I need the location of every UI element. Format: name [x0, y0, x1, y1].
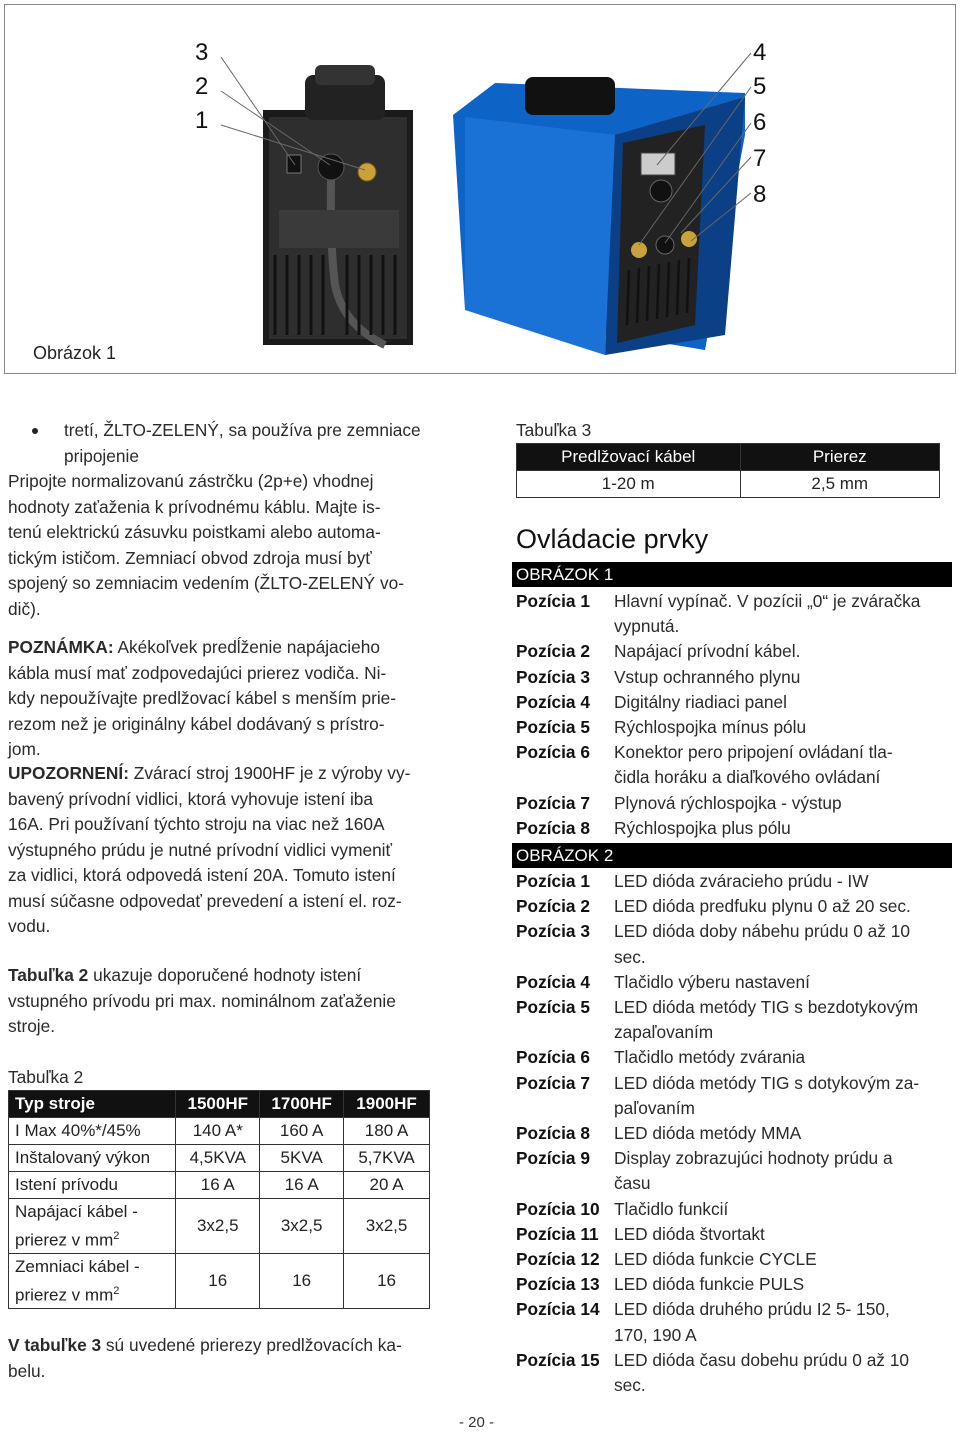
para-line: Pripojte normalizovanú zástrčku (2p+e) vhodnej	[8, 471, 374, 491]
description-line: LED dióda doby nábehu prúdu 0 až 10	[614, 921, 910, 942]
cell: 16 A	[260, 1172, 344, 1199]
cell: 5,7KVA	[344, 1145, 430, 1172]
note-label: POZNÁMKA:	[8, 637, 114, 657]
position-description	[614, 1348, 950, 1398]
warning-paragraph	[8, 761, 440, 940]
note-paragraph	[8, 635, 440, 763]
position-label: Pozícia 2	[516, 641, 590, 662]
callout-8: 8	[753, 181, 767, 208]
warning-line: musí súčasne odpovedať prevedení a istení el. roz-	[8, 890, 402, 911]
cell: 20 A	[344, 1172, 430, 1199]
header-cell: 1700HF	[260, 1091, 344, 1118]
cell-line: Napájací kábel -	[15, 1202, 138, 1222]
welder-illustration	[5, 5, 955, 373]
cell: 3x2,5	[260, 1199, 344, 1254]
position-description	[614, 589, 950, 639]
description-line: čidla horáku a diaľkového ovládaní	[614, 767, 881, 788]
table2-ref-line: vstupného prívodu pri max. nominálnom zaťaženie	[8, 990, 396, 1011]
callout-3: 3	[195, 39, 209, 66]
bullet-item	[8, 418, 440, 470]
position-label: Pozícia 3	[516, 666, 590, 687]
cell: 160 A	[260, 1118, 344, 1145]
paragraph-grounding	[8, 469, 440, 622]
cell	[9, 1199, 176, 1254]
header-cell: 1500HF	[176, 1091, 260, 1118]
callout-5: 5	[753, 73, 767, 100]
table-row	[9, 1118, 430, 1145]
position-description	[614, 1121, 950, 1146]
position-label: Pozícia 4	[516, 691, 590, 712]
description-line: LED dióda času dobehu prúdu 0 až 10	[614, 1349, 909, 1370]
cell: 16	[344, 1254, 430, 1309]
description-line: Plynová rýchlospojka - výstup	[614, 792, 842, 813]
position-label: Pozícia 2	[516, 896, 590, 917]
position-description	[614, 1071, 950, 1121]
description-line: LED dióda metódy TIG s bezdotykovým	[614, 997, 919, 1017]
page-number: - 20 -	[459, 1414, 495, 1431]
bullet-dot	[32, 428, 38, 434]
table-header-row	[9, 1091, 430, 1118]
table2-ref-bold: Tabuľka 2	[8, 965, 89, 985]
table3-ref-bold: V tabuľke 3	[8, 1335, 102, 1355]
description-line: Vstup ochranného plynu	[614, 666, 801, 687]
warning-line: výstupného prúdu je nutné prívodní vidlici vymeniť	[8, 839, 393, 860]
position-label: Pozícia 15	[516, 1349, 600, 1370]
description-line: paľovaním	[614, 1097, 695, 1118]
description-line: času	[614, 1173, 651, 1194]
cell: 5KVA	[260, 1145, 344, 1172]
callout-6: 6	[753, 109, 767, 136]
table3-ref-line: sú uvedené prierezy predlžovacích ka-	[101, 1335, 402, 1355]
table2-title: Tabuľka 2	[8, 1067, 84, 1087]
description-line: sec.	[614, 946, 646, 967]
description-line: Hlavní vypínač. V pozícii „0“ je zváračka	[614, 591, 921, 611]
position-label: Pozícia 5	[516, 997, 590, 1017]
description-line: LED dióda zváracieho prúdu - IW	[614, 871, 869, 891]
para-line: spojený so zemniacim vedením (ŽLTO-ZELENÝ vo-	[8, 573, 404, 593]
position-description	[614, 715, 950, 740]
note-line: kábla musí mať zodpovedajúci prierez vodiča. Ni-	[8, 662, 387, 683]
callout-7: 7	[753, 145, 767, 172]
table-header-row	[517, 444, 940, 471]
table-row	[9, 1199, 430, 1254]
description-line: 170, 190 A	[614, 1324, 697, 1345]
warning-line: za vidlici, ktorá odpovedá istení 20A. Tomuto istení	[8, 865, 396, 885]
description-line: Display zobrazujúci hodnoty prúdu a	[614, 1148, 893, 1169]
cell: 180 A	[344, 1118, 430, 1145]
cell	[9, 1254, 176, 1309]
position-label: Pozícia 14	[516, 1299, 600, 1320]
description-line: sec.	[614, 1375, 646, 1395]
position-description	[614, 740, 950, 790]
description-line: Tlačidlo funkcií	[614, 1198, 729, 1219]
description-line: Konektor pero pripojení ovládaní tla-	[614, 742, 893, 763]
position-description	[614, 1247, 950, 1272]
position-description	[614, 791, 950, 816]
cell: 3x2,5	[176, 1199, 260, 1254]
section-heading: Ovládacie prvky	[516, 524, 709, 554]
header-cell: Typ stroje	[9, 1091, 176, 1118]
para-line: dič).	[8, 598, 41, 619]
para-line: tenú elektrickú zásuvku poistkami alebo automa-	[8, 522, 381, 542]
cell: 2,5 mm	[740, 471, 939, 498]
figure1-bar: OBRÁZOK 1	[512, 562, 952, 587]
para-line: tickým ističom. Zemniací obvod zdroja musí byť	[8, 547, 372, 568]
position-description	[614, 1222, 950, 1247]
rear-welder-unit	[263, 65, 413, 345]
position-label: Pozícia 11	[516, 1223, 599, 1244]
description-line: LED dióda druhého prúdu I2 5- 150,	[614, 1299, 890, 1320]
position-description	[614, 639, 950, 664]
description-line: Tlačidlo výberu nastavení	[614, 971, 810, 992]
position-description	[614, 1297, 950, 1347]
position-description	[614, 869, 950, 894]
description-line: LED dióda funkcie PULS	[614, 1274, 805, 1295]
position-description	[614, 919, 950, 969]
position-description	[614, 1272, 950, 1297]
warning-line: bavený prívodní vidlici, ktorá vyhovuje istení iba	[8, 788, 374, 809]
cell: 16	[176, 1254, 260, 1309]
position-label: Pozícia 13	[516, 1274, 600, 1295]
cell: Istení prívodu	[9, 1172, 176, 1199]
cell: 140 A*	[176, 1118, 260, 1145]
table-2	[8, 1090, 430, 1309]
cell: 16 A	[176, 1172, 260, 1199]
table3-title: Tabuľka 3	[516, 420, 592, 440]
position-description	[614, 894, 950, 919]
warning-line: Zvárací stroj 1900HF je z výroby vy-	[128, 763, 411, 783]
position-label: Pozícia 3	[516, 921, 590, 942]
figure2-bar: OBRÁZOK 2	[512, 843, 952, 868]
callout-1: 1	[195, 107, 209, 134]
position-label: Pozícia 8	[516, 817, 590, 838]
table2-ref-line: stroje.	[8, 1016, 56, 1036]
position-description	[614, 690, 950, 715]
position-description	[614, 970, 950, 995]
table-3	[516, 443, 940, 498]
callout-2: 2	[195, 73, 209, 100]
header-cell: 1900HF	[344, 1091, 430, 1118]
table-row	[517, 471, 940, 498]
figure-obrazok-1	[4, 4, 956, 374]
cell-line: prierez v mm	[15, 1285, 114, 1305]
description-line: zapaľovaním	[614, 1022, 714, 1043]
description-line: Tlačidlo metódy zvárania	[614, 1047, 806, 1068]
cell: Inštalovaný výkon	[9, 1145, 176, 1172]
table-row	[9, 1254, 430, 1309]
superscript: 2	[113, 1285, 120, 1298]
description-line: LED dióda predfuku plynu 0 až 20 sec.	[614, 896, 911, 917]
position-label: Pozícia 6	[516, 1047, 590, 1068]
position-description	[614, 1045, 950, 1070]
front-welder-unit	[453, 77, 745, 355]
description-line: Digitálny riadiaci panel	[614, 691, 787, 712]
description-line: LED dióda štvortakt	[614, 1223, 765, 1244]
position-label: Pozícia 1	[516, 591, 590, 611]
callout-4: 4	[753, 39, 767, 66]
table2-reference	[8, 963, 440, 1040]
header-cell: Prierez	[740, 444, 939, 471]
position-label: Pozícia 10	[516, 1198, 600, 1219]
table3-ref-line: belu.	[8, 1360, 46, 1381]
note-line: jom.	[8, 739, 41, 759]
position-description	[614, 665, 950, 690]
description-line: Rýchlospojka mínus pólu	[614, 717, 807, 737]
table3-reference	[8, 1333, 440, 1384]
position-label: Pozícia 4	[516, 971, 590, 992]
cell: I Max 40%*/45%	[9, 1118, 176, 1145]
superscript: 2	[113, 1230, 120, 1243]
position-description	[614, 816, 950, 841]
cell-line: Zemniaci kábel -	[15, 1257, 140, 1277]
cell: 16	[260, 1254, 344, 1309]
description-line: LED dióda metódy MMA	[614, 1123, 802, 1143]
warning-line: 16A. Pri používaní týchto stroju na viac než 160A	[8, 814, 385, 834]
table2-ref-line: ukazuje doporučené hodnoty istení	[88, 965, 362, 985]
position-description	[614, 1197, 950, 1222]
position-label: Pozícia 1	[516, 871, 590, 891]
position-label: Pozícia 9	[516, 1148, 590, 1169]
warning-label: UPOZORNENÍ:	[8, 763, 129, 783]
position-label: Pozícia 5	[516, 717, 590, 737]
para-line: hodnoty zaťaženia k prívodnému káblu. Majte is-	[8, 496, 381, 517]
position-description	[614, 1146, 950, 1196]
bullet-text: tretí, ŽLTO-ZELENÝ, sa používa pre zemniace pripojenie	[64, 420, 421, 466]
note-line: Akékoľvek predĺženie napájacieho	[113, 637, 380, 657]
position-label: Pozícia 6	[516, 742, 590, 763]
cell: 1-20 m	[517, 471, 741, 498]
description-line: Napájací prívodní kábel.	[614, 641, 801, 662]
warning-line: vodu.	[8, 916, 51, 936]
header-cell: Predlžovací kábel	[517, 444, 741, 471]
position-label: Pozícia 12	[516, 1249, 600, 1269]
note-line: rezom než je originálny kábel dodávaný s prístro-	[8, 713, 385, 734]
position-description	[614, 995, 950, 1045]
description-line: vypnutá.	[614, 616, 680, 637]
position-label: Pozícia 7	[516, 1072, 590, 1093]
figure-caption: Obrázok 1	[33, 343, 117, 363]
table-row	[9, 1145, 430, 1172]
table-row	[9, 1172, 430, 1199]
note-line: kdy nepoužívajte predlžovací kábel s menším prie-	[8, 688, 397, 708]
description-line: LED dióda metódy TIG s dotykovým za-	[614, 1072, 920, 1093]
cell: 4,5KVA	[176, 1145, 260, 1172]
position-label: Pozícia 7	[516, 792, 590, 813]
cell-line: prierez v mm	[15, 1230, 114, 1250]
description-line: Rýchlospojka plus pólu	[614, 817, 791, 838]
position-label: Pozícia 8	[516, 1123, 590, 1143]
description-line: LED dióda funkcie CYCLE	[614, 1249, 817, 1269]
cell: 3x2,5	[344, 1199, 430, 1254]
